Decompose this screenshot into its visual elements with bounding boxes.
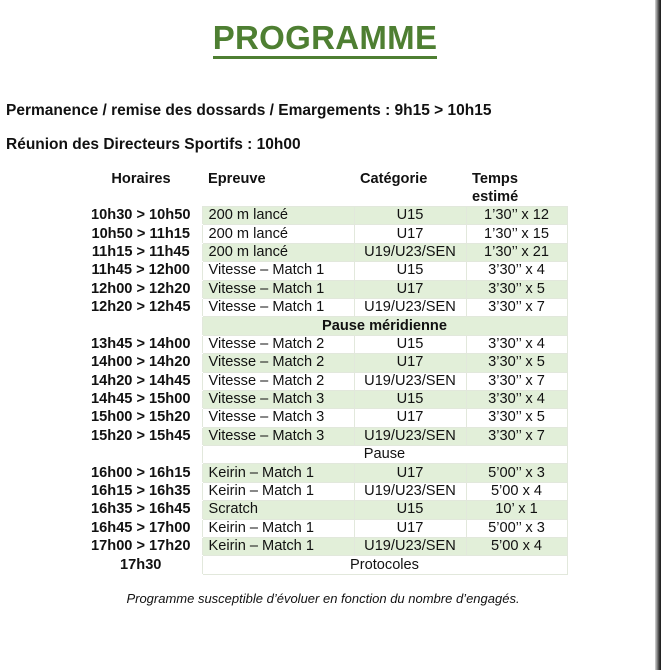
cell-categorie: U17 <box>354 225 466 243</box>
cell-categorie: U19/U23/SEN <box>354 298 466 316</box>
cell-categorie: U15 <box>354 207 466 225</box>
cell-temps: 10’ x 1 <box>466 501 567 519</box>
cell-epreuve: 200 m lancé <box>202 243 354 261</box>
cell-categorie: U17 <box>354 280 466 298</box>
page-edge <box>655 0 661 670</box>
table-row <box>80 207 567 225</box>
cell-temps: 3’30’’ x 7 <box>466 298 567 316</box>
table-row <box>80 335 567 353</box>
header-temps: Temps estimé <box>472 171 519 205</box>
cell-temps: 3’30’’ x 5 <box>466 354 567 372</box>
cell-epreuve: Vitesse – Match 2 <box>202 354 354 372</box>
cell-horaire: 17h00 > 17h20 <box>80 538 202 556</box>
footnote: Programme susceptible d’évoluer en fonction du nombre d’engagés. <box>126 591 520 606</box>
cell-epreuve: Vitesse – Match 2 <box>202 372 354 390</box>
table-row <box>80 225 567 243</box>
cell-epreuve: Vitesse – Match 1 <box>202 280 354 298</box>
cell-temps: 5’00’’ x 3 <box>466 464 567 482</box>
table-row <box>80 372 567 390</box>
cell-epreuve: 200 m lancé <box>202 225 354 243</box>
cell-horaire: 16h45 > 17h00 <box>80 519 202 537</box>
cell-categorie: U19/U23/SEN <box>354 538 466 556</box>
cell-horaire: 12h00 > 12h20 <box>80 280 202 298</box>
cell-horaire: 17h30 <box>80 556 202 574</box>
cell-epreuve: Vitesse – Match 3 <box>202 390 354 408</box>
cell-horaire: 11h15 > 11h45 <box>80 243 202 261</box>
table-row <box>80 298 567 316</box>
cell-epreuve: Keirin – Match 1 <box>202 519 354 537</box>
cell-epreuve: 200 m lancé <box>202 207 354 225</box>
table-row <box>80 390 567 408</box>
cell-horaire: 10h30 > 10h50 <box>80 207 202 225</box>
table-row-span <box>80 446 567 464</box>
cell-horaire: 11h45 > 12h00 <box>80 262 202 280</box>
cell-temps: 3’30’’ x 4 <box>466 262 567 280</box>
cell-categorie: U17 <box>354 354 466 372</box>
cell-epreuve: Keirin – Match 1 <box>202 464 354 482</box>
table-row-span <box>80 317 567 335</box>
cell-categorie: U19/U23/SEN <box>354 427 466 445</box>
cell-temps: 1’30’’ x 12 <box>466 207 567 225</box>
cell-temps: 3’30’’ x 5 <box>466 409 567 427</box>
cell-horaire: 14h00 > 14h20 <box>80 354 202 372</box>
cell-epreuve: Vitesse – Match 1 <box>202 298 354 316</box>
cell-epreuve: Vitesse – Match 1 <box>202 262 354 280</box>
cell-temps: 3’30’’ x 7 <box>466 427 567 445</box>
cell-categorie: U15 <box>354 262 466 280</box>
header-categorie: Catégorie <box>360 171 428 187</box>
cell-horaire <box>80 446 202 464</box>
schedule-table <box>80 168 568 575</box>
cell-epreuve: Vitesse – Match 3 <box>202 427 354 445</box>
cell-temps: 1’30’’ x 15 <box>466 225 567 243</box>
cell-epreuve: Vitesse – Match 3 <box>202 409 354 427</box>
meeting-info: Réunion des Directeurs Sportifs : 10h00 <box>6 136 301 153</box>
table-row <box>80 538 567 556</box>
cell-horaire: 16h35 > 16h45 <box>80 501 202 519</box>
cell-epreuve: Scratch <box>202 501 354 519</box>
cell-categorie: U17 <box>354 464 466 482</box>
cell-categorie: U19/U23/SEN <box>354 243 466 261</box>
cell-epreuve: Keirin – Match 1 <box>202 482 354 500</box>
header-epreuve: Epreuve <box>208 171 266 187</box>
table-row-span <box>80 556 567 574</box>
cell-categorie: U15 <box>354 390 466 408</box>
cell-epreuve: Vitesse – Match 2 <box>202 335 354 353</box>
cell-horaire: 14h45 > 15h00 <box>80 390 202 408</box>
cell-categorie: U15 <box>354 501 466 519</box>
cell-categorie: U19/U23/SEN <box>354 482 466 500</box>
page-title: PROGRAMME <box>0 18 650 58</box>
table-row <box>80 501 567 519</box>
cell-temps: 3’30’’ x 4 <box>466 390 567 408</box>
table-row <box>80 482 567 500</box>
cell-temps: 3’30’’ x 7 <box>466 372 567 390</box>
table-row <box>80 427 567 445</box>
cell-horaire: 15h00 > 15h20 <box>80 409 202 427</box>
schedule-body <box>80 207 567 575</box>
cell-temps: 5’00 x 4 <box>466 482 567 500</box>
registration-info: Permanence / remise des dossards / Emargements : 9h15 > 10h15 <box>6 102 492 119</box>
cell-categorie: U19/U23/SEN <box>354 372 466 390</box>
cell-horaire: 15h20 > 15h45 <box>80 427 202 445</box>
header-horaires: Horaires <box>111 171 171 187</box>
cell-horaire <box>80 317 202 335</box>
cell-temps: 3’30’’ x 4 <box>466 335 567 353</box>
cell-temps: 3’30’’ x 5 <box>466 280 567 298</box>
cell-horaire: 16h15 > 16h35 <box>80 482 202 500</box>
cell-horaire: 10h50 > 11h15 <box>80 225 202 243</box>
cell-horaire: 13h45 > 14h00 <box>80 335 202 353</box>
header-row <box>80 168 567 207</box>
table-row <box>80 262 567 280</box>
cell-temps: 1’30’’ x 21 <box>466 243 567 261</box>
cell-epreuve: Keirin – Match 1 <box>202 538 354 556</box>
cell-categorie: U17 <box>354 519 466 537</box>
cell-span-label: Pause <box>202 446 567 464</box>
cell-temps: 5’00 x 4 <box>466 538 567 556</box>
table-row <box>80 519 567 537</box>
table-row <box>80 354 567 372</box>
table-row <box>80 280 567 298</box>
cell-horaire: 12h20 > 12h45 <box>80 298 202 316</box>
table-row <box>80 409 567 427</box>
cell-span-label: Pause méridienne <box>202 317 567 335</box>
cell-categorie: U15 <box>354 335 466 353</box>
cell-horaire: 16h00 > 16h15 <box>80 464 202 482</box>
cell-span-label: Protocoles <box>202 556 567 574</box>
table-row <box>80 243 567 261</box>
cell-categorie: U17 <box>354 409 466 427</box>
table-row <box>80 464 567 482</box>
cell-temps: 5’00’’ x 3 <box>466 519 567 537</box>
cell-horaire: 14h20 > 14h45 <box>80 372 202 390</box>
